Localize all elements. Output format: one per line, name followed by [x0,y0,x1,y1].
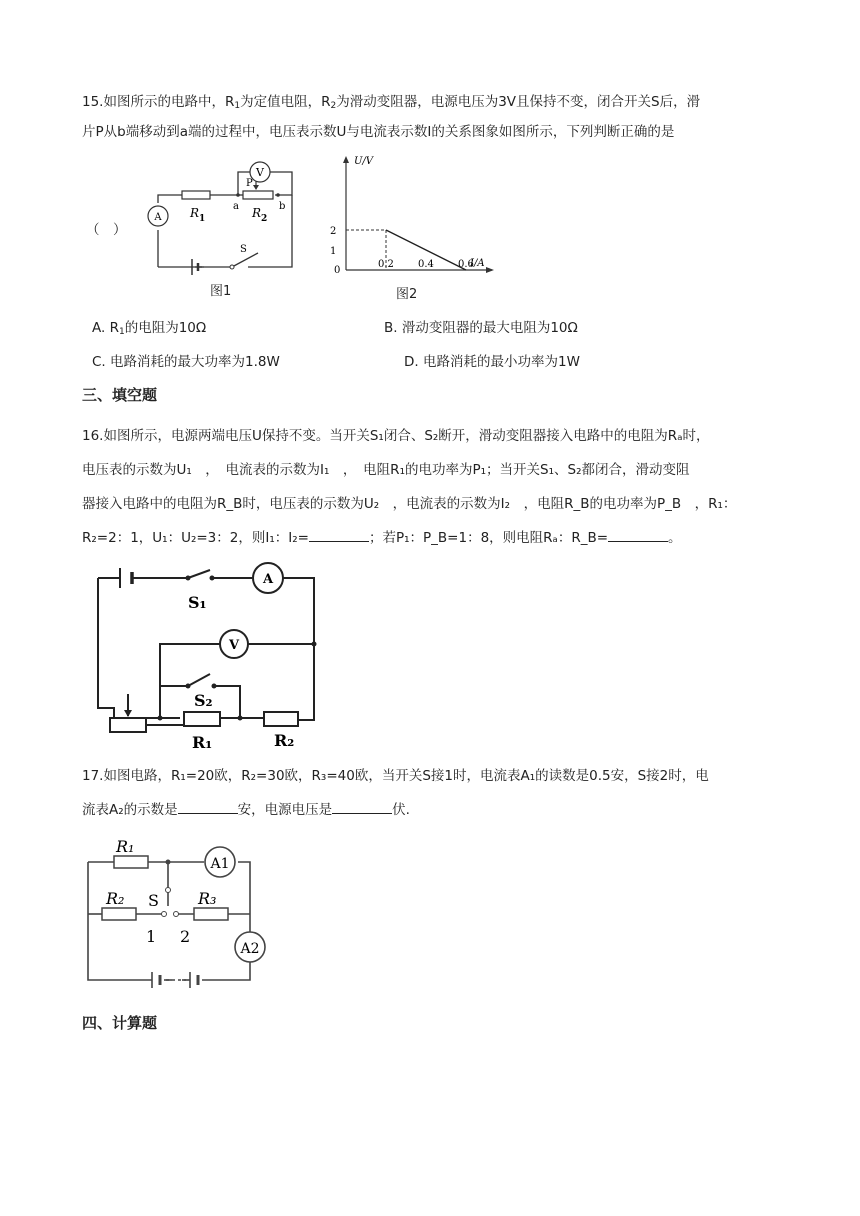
q15-option-b[interactable]: B. 滑动变阻器的最大电阻为10Ω [384,320,578,336]
q16-circuit-figure [88,560,328,750]
q16-s2-label: S₂ [194,691,213,710]
a-terminal-label: a [233,201,239,212]
q16-line1: 16.如图所示，电源两端电压U保持不变。当开关S₁闭合、S₂断开，滑动变阻器接入电路中的电阻为Rₐ时， [82,428,710,444]
x-axis-label: I/A [470,258,485,269]
q17-blank-2[interactable] [332,799,392,814]
p-label: P [246,178,253,189]
q17-line1: 17.如图电路，R₁=20欧，R₂=30欧，R₃=40欧，当开关S接1时，电流表A₁的读数是0.5安，S接2时，电 [82,768,709,784]
q15-line2: 片P从b端移动到a端的过程中，电压表示数U与电流表示数I的关系图象如图所示，下列判断正确的是 [82,124,675,140]
voltmeter-label: V [256,166,264,179]
q16-line4: R₂=2：1，U₁：U₂=3：2，则I₁：I₂= ；若P₁：P_B=1：8，则电阻Rₐ：R_B= 。 [82,524,782,552]
q16-blank-2[interactable] [608,527,668,542]
q17-line2: 流表A₂的示数是 安，电源电压是 伏. [82,796,782,824]
q17-a1-label: A1 [210,856,230,872]
x-tick-label: 0.4 [418,259,434,270]
q17-terminal-1: 1 [146,927,157,946]
section-3-title: 三、填空题 [82,386,158,404]
q16-line2: 电压表的示数为U₁ ， 电流表的示数为I₁ ， 电阻R₁的电功率为P₁；当开关S₁、S₂都闭合，滑动变阻 [82,462,690,478]
q16-s1-label: S₁ [188,593,207,612]
b-terminal-label: b [279,201,286,212]
section-4-title: 四、计算题 [82,1014,158,1032]
q15-ui-graph [322,152,502,282]
x-tick-label: 0.6 [458,259,474,270]
q15-paren: （ ） [86,222,127,238]
q15-option-d[interactable]: D. 电路消耗的最小功率为1W [404,354,580,370]
q17-circuit-figure [82,828,272,992]
q16-r2-label: R₂ [274,731,295,750]
q17-s-label: S [148,891,159,910]
ammeter-label: A [154,212,162,223]
q15-line1: 15.如图所示的电路中，$R_1$为定值电阻，$R_2$为滑动变阻器，电源电压为3V且保持不变，闭合开关S后，滑 [82,94,701,111]
q16-blank-1[interactable] [309,527,369,542]
q16-line3: 器接入电路中的电阻为R_B时，电压表的示数为U₂ ，电流表的示数为I₂ ，电阻R_B的电功率为P_B ，R₁： [82,496,737,512]
q16-r1-label: R₁ [192,733,213,750]
q15-fig1-caption: 图1 [210,284,232,299]
q17-blank-1[interactable] [178,799,238,814]
q17-terminal-2: 2 [180,927,191,946]
y-tick-label: 2 [330,226,337,237]
y-tick-label: 1 [330,246,337,257]
r1-sub: 1 [199,214,206,224]
q16-voltmeter-label: V [228,638,240,653]
y-axis-label: U/V [354,156,374,167]
r1-label: R [190,206,200,220]
q17-r1-label: R₁ [116,837,135,856]
q17-a2-label: A2 [240,941,260,957]
q17-r2-label: R₂ [106,889,125,908]
q15-option-c[interactable]: C. 电路消耗的最大功率为1.8W [92,354,280,370]
origin-label: 0 [334,265,341,276]
r2-label: R [252,206,262,220]
q15-fig2-caption: 图2 [396,287,418,302]
switch-label: S [240,244,247,255]
x-tick-label: 0.2 [378,259,394,270]
q17-r3-label: R₃ [198,889,217,908]
q15-option-a[interactable]: A. $R_1$的电阻为10Ω [92,320,207,337]
q16-ammeter-label: A [262,572,274,587]
r2-sub: 2 [261,214,268,224]
